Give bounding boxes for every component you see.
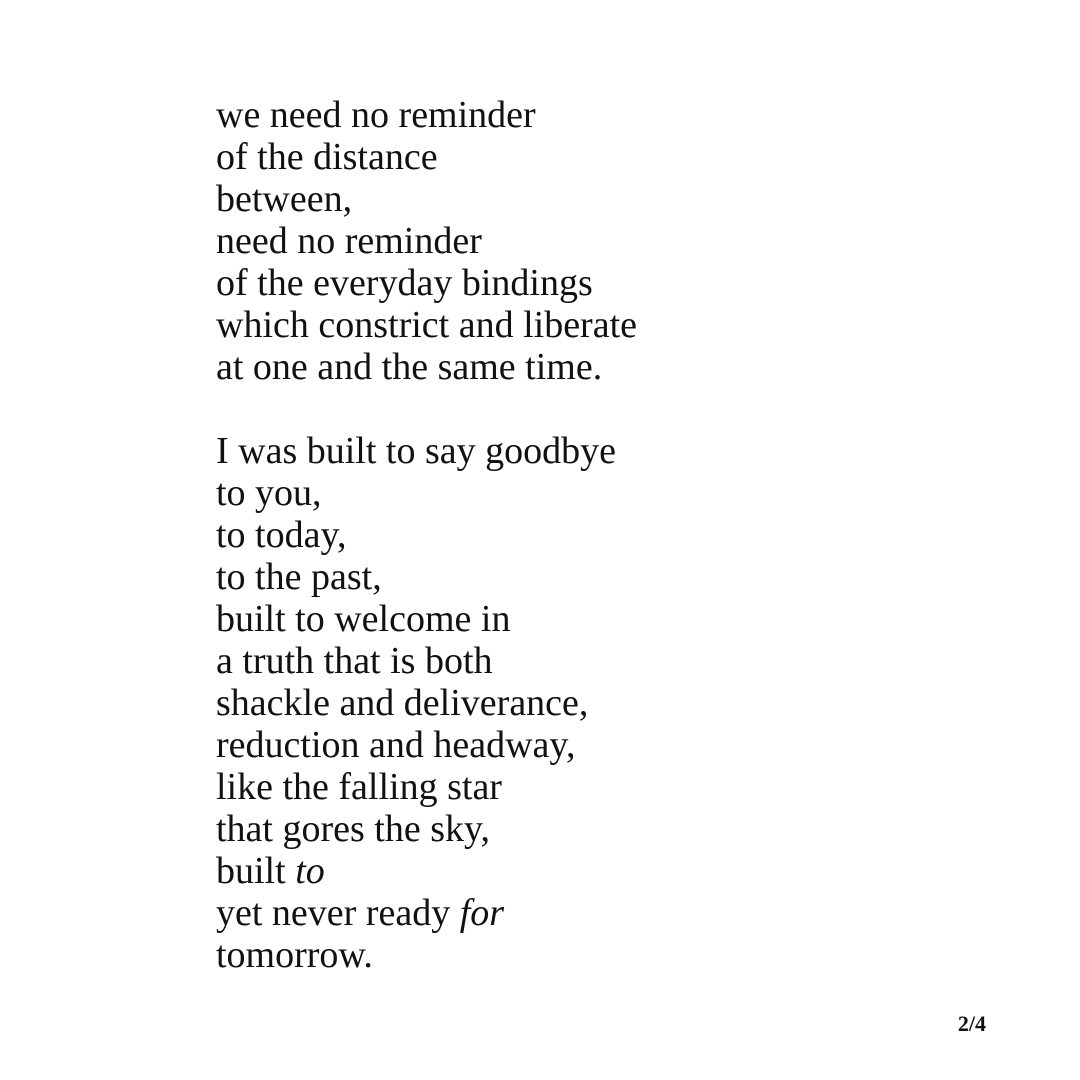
poem-line: to the past, [216,556,382,598]
poem-line-italic-part: for [459,892,505,934]
poem-line-mixed [216,892,637,934]
poem-line: between, [216,178,353,220]
poem-line: to you, [216,472,322,514]
poem-line-regular-part: yet never ready [216,892,460,934]
stanza-1 [216,94,637,388]
poem-line: I was built to say goodbye [216,430,617,472]
poem-line: tomorrow. [216,934,373,976]
poem-line-italic-part: to [295,850,325,892]
poem-line: to today, [216,514,347,556]
poem-line: built to welcome in [216,598,511,640]
poem-line: like the falling star [216,766,502,808]
poem-line: of the everyday bindings [216,262,593,304]
poem-line: at one and the same time. [216,346,603,388]
poem-text [216,94,637,976]
poem-line: reduction and headway, [216,724,576,766]
poem-line: shackle and deliverance, [216,682,589,724]
poem-line: of the distance [216,136,438,178]
poem-line: that gores the sky, [216,808,491,850]
poem-line: need no reminder [216,220,482,262]
poem-line: we need no reminder [216,94,536,136]
page-number: 2/4 [957,1011,986,1036]
poem-line: which constrict and liberate [216,304,638,346]
poem-line: a truth that is both [216,640,493,682]
poem-line-mixed [216,850,637,892]
stanza-2 [216,430,637,976]
poem-line-regular-part: built [216,850,296,892]
